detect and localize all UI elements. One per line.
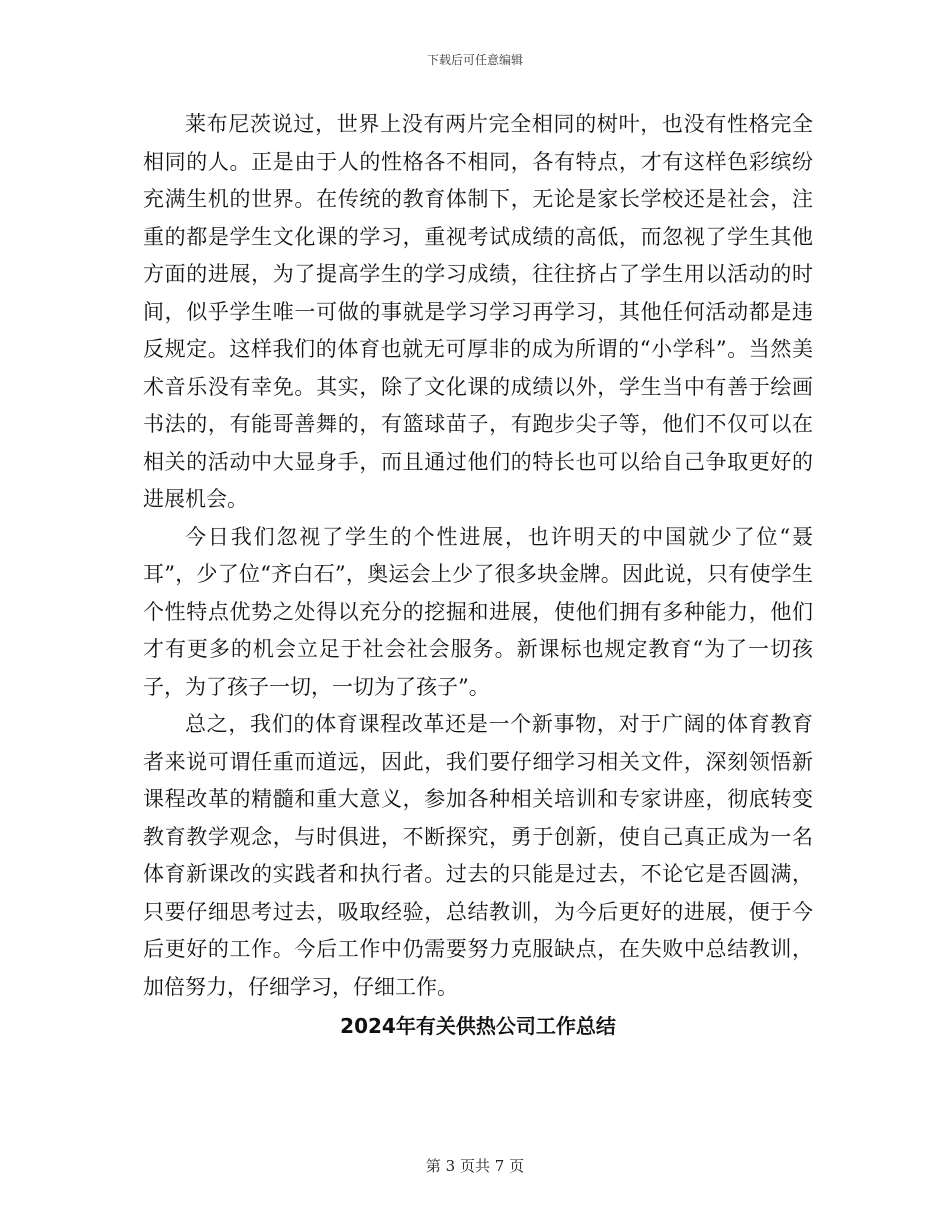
page-header: 下载后可任意编辑	[426, 53, 523, 67]
paragraph: 莱布尼茨说过，世界上没有两片完全相同的树叶，也没有性格完全相同的人。正是由于人的性格各不相同，各有特点，才有这样色彩缤纷充满生机的世界。在传统的教育体制下，无论是家长学校还是社会，注重的都是学生文化课的学习，重视考试成绩的高低，而忽视了学生其他方面的进展，为了提高学生的学习成绩，往往挤占了学生用以活动的时间，似乎学生唯一可做的事就是学习学习再学习，其他任何活动都是违反规定。这样我们的体育也就无可厚非的成为所谓的“小学科”。当然美术音乐没有幸免。其实，除了文化课的成绩以外，学生当中有善于绘画书法的，有能哥善舞的，有篮球苗子，有跑步尖子等，他们不仅可以在相关的活动中大显身手，而且通过他们的特长也可以给自己争取更好的进展机会。	[143, 112, 813, 511]
paragraph: 总之，我们的体育课程改革还是一个新事物，对于广阔的体育教育者来说可谓任重而道远，因此，我们要仔细学习相关文件，深刻领悟新课程改革的精髓和重大意义，参加各种相关培训和专家讲座，彻底转变教育教学观念，与时俱进，不断探究，勇于创新，使自己真正成为一名体育新课改的实践者和执行者。过去的只能是过去，不论它是否圆满，只要仔细思考过去，吸取经验，总结教训，为今后更好的进展，便于今后更好的工作。今后工作中仍需要努力克服缺点，在失败中总结教训，加倍努力，仔细学习，仔细工作。	[143, 712, 813, 999]
section-title: 2024年有关供热公司工作总结	[340, 1014, 616, 1038]
page-number: 第 3 页共 7 页	[425, 1157, 525, 1175]
document-body	[143, 106, 813, 1044]
paragraph: 今日我们忽视了学生的个性进展，也许明天的中国就少了位“聂耳”，少了位“齐白石”，奥运会上少了很多块金牌。因此说，只有使学生个性特点优势之处得以充分的挖掘和进展，使他们拥有多种能力，他们才有更多的机会立足于社会社会服务。新课标也规定教育“为了一切孩子，为了孩子一切，一切为了孩子”。	[143, 524, 813, 699]
